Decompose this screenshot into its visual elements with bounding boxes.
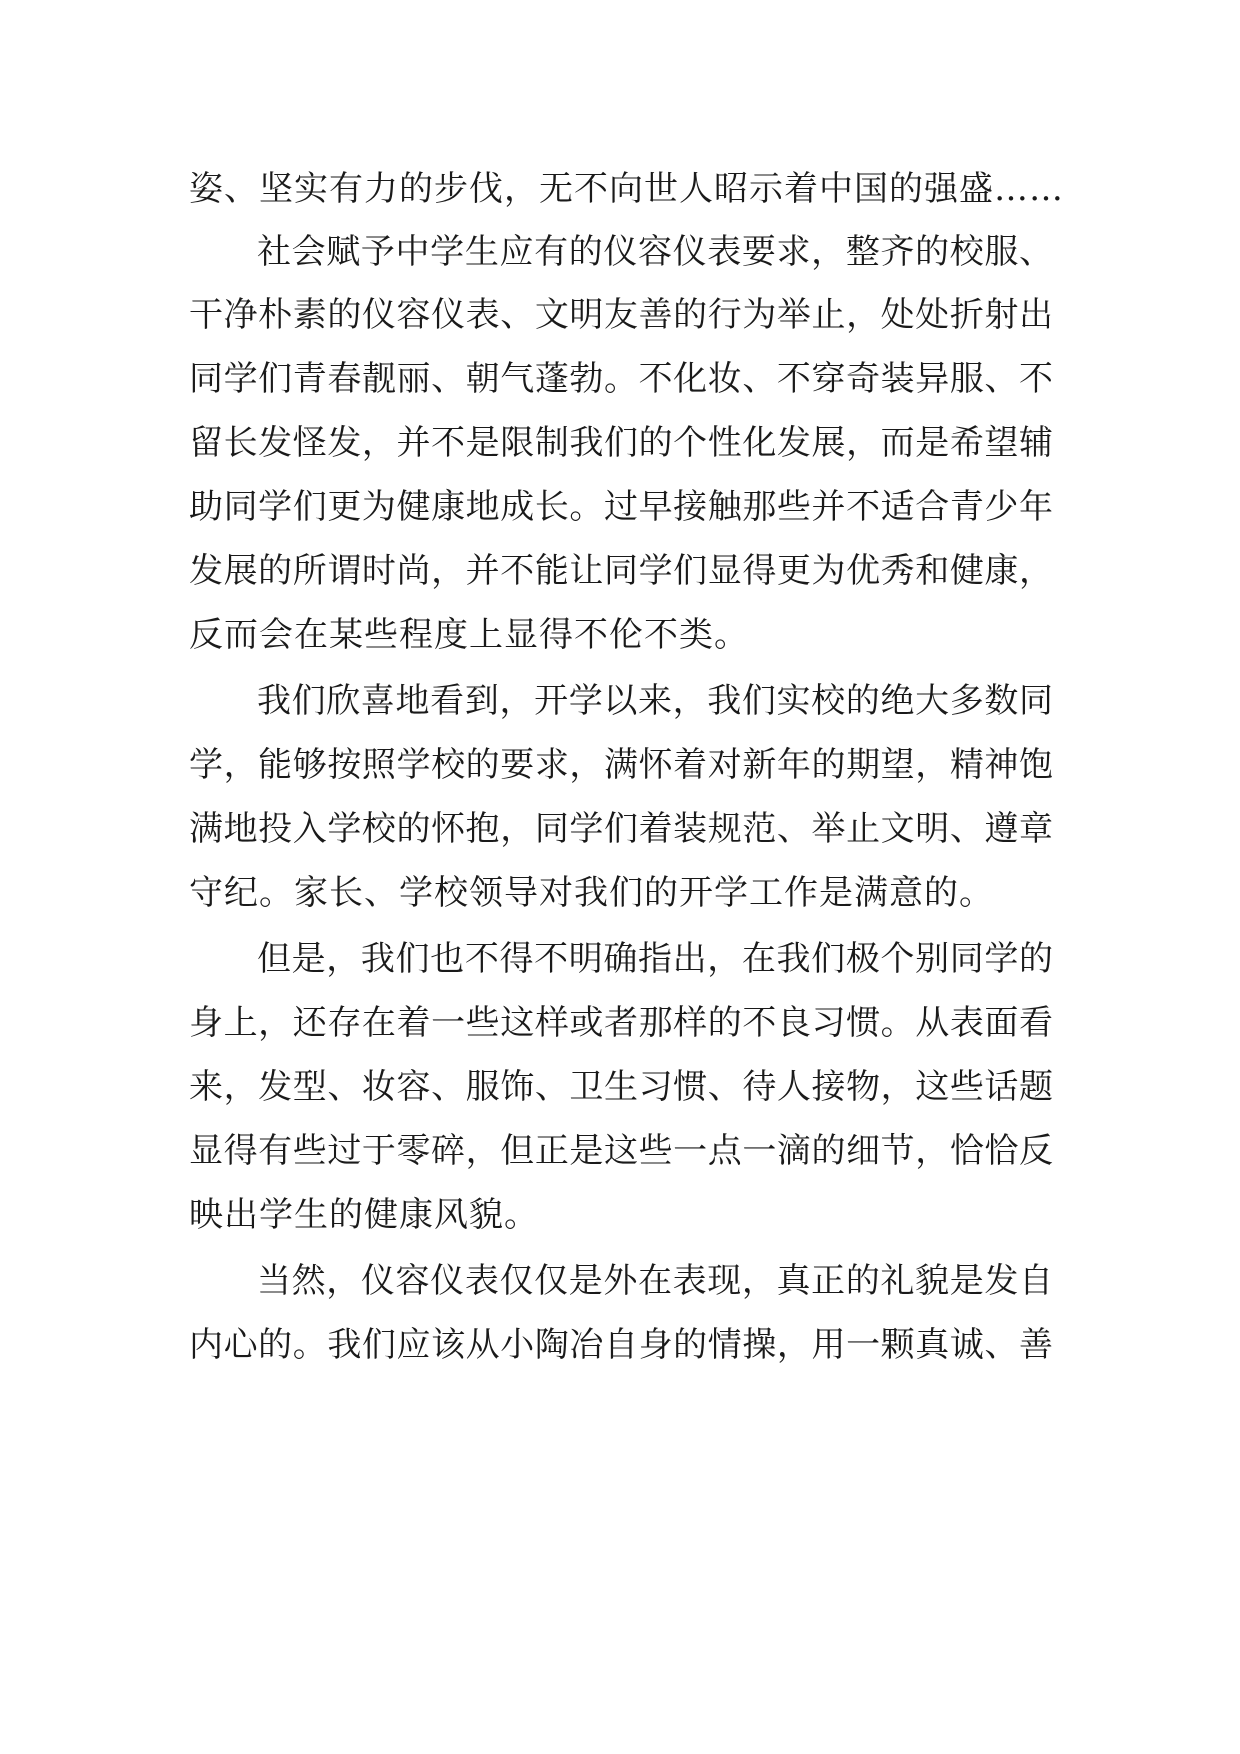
- paragraph-line: 映出学生的健康风貌。: [189, 1195, 539, 1235]
- paragraph-line: 守纪。家长、学校领导对我们的开学工作是满意的。: [189, 873, 994, 913]
- paragraph-line: 干净朴素的仪容仪表、文明友善的行为举止，处处折射出: [189, 295, 1053, 335]
- paragraph-line: 内心的。我们应该从小陶冶自身的情操，用一颗真诚、善: [189, 1325, 1053, 1365]
- paragraph-line: 学，能够按照学校的要求，满怀着对新年的期望，精神饱: [189, 745, 1053, 785]
- paragraph-line: 我们欣喜地看到，开学以来，我们实校的绝大多数同: [257, 681, 1053, 721]
- paragraph-line: 同学们青春靓丽、朝气蓬勃。不化妆、不穿奇装异服、不: [189, 359, 1053, 399]
- paragraph-line: 但是，我们也不得不明确指出，在我们极个别同学的: [257, 939, 1053, 979]
- paragraph-line: 来，发型、妆容、服饰、卫生习惯、待人接物，这些话题: [189, 1067, 1053, 1107]
- paragraph-line: 满地投入学校的怀抱，同学们着装规范、举止文明、遵章: [189, 809, 1053, 849]
- paragraph-line: 社会赋予中学生应有的仪容仪表要求，整齐的校服、: [257, 232, 1053, 272]
- paragraph-line: 发展的所谓时尚，并不能让同学们显得更为优秀和健康，: [189, 551, 1053, 591]
- paragraph-line: 显得有些过于零碎，但正是这些一点一滴的细节，恰恰反: [189, 1131, 1053, 1171]
- paragraph-line: 助同学们更为健康地成长。过早接触那些并不适合青少年: [189, 487, 1053, 527]
- paragraph-line: 当然，仪容仪表仅仅是外在表现，真正的礼貌是发自: [257, 1261, 1053, 1301]
- paragraph-line: 反而会在某些程度上显得不伦不类。: [189, 615, 749, 655]
- paragraph-line: 姿、坚实有力的步伐，无不向世人昭示着中国的强盛……: [189, 169, 1064, 209]
- paragraph-line: 身上，还存在着一些这样或者那样的不良习惯。从表面看: [189, 1003, 1053, 1043]
- paragraph-line: 留长发怪发，并不是限制我们的个性化发展，而是希望辅: [189, 423, 1053, 463]
